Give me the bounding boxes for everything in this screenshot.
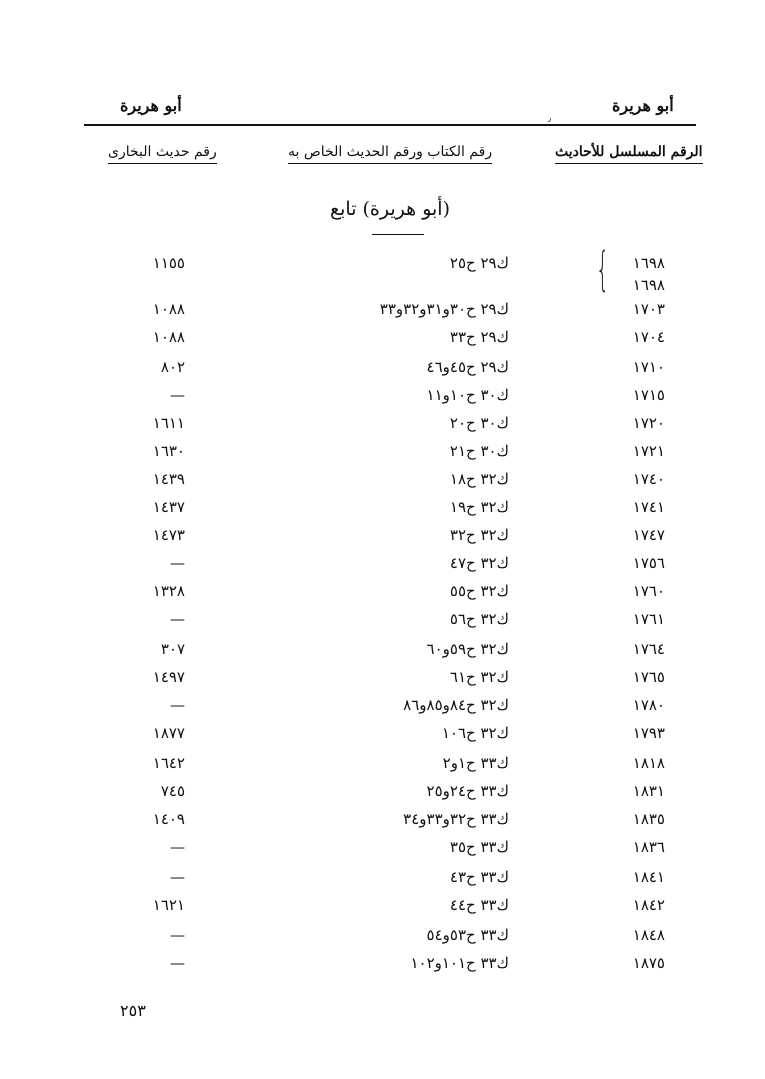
row-bukhari-number: ١٠٨٨ <box>152 328 185 346</box>
row-bukhari-number: ١١٥٥ <box>152 254 185 272</box>
section-rule <box>372 234 424 235</box>
row-book-hadith-ref: ك٣٢ ح٥٦ <box>449 610 509 628</box>
row-book-hadith-ref: ك٣٢ ح٤٧ <box>449 554 509 572</box>
column-header-book-hadith: رقم الكتاب ورقم الحديث الخاص به <box>288 144 492 164</box>
row-serial-number: ١٨٣١ <box>632 782 665 800</box>
row-bukhari-number: — <box>170 386 185 404</box>
row-book-hadith-ref: ك٣٣ ح٤٣ <box>449 868 509 886</box>
column-header-serial: الرقم المسلسل للأحاديث <box>555 144 703 164</box>
row-serial-number: ١٨١٨ <box>632 754 665 772</box>
row-book-hadith-ref: ك٣٣ ح١و٢ <box>442 754 509 772</box>
row-serial-number: ١٧٤١ <box>632 498 665 516</box>
row-book-hadith-ref: ك٣٢ ح١٩ <box>449 498 509 516</box>
column-header-bukhari: رقم حديث البخارى <box>108 144 217 164</box>
row-serial-number: ١٧٤٠ <box>632 470 665 488</box>
row-book-hadith-ref: ك٣٣ ح٥٣و٥٤ <box>426 926 509 944</box>
row-bukhari-number: ٣٠٧ <box>160 640 185 658</box>
row-serial-number: ١٦٩٨ <box>632 254 665 272</box>
row-bukhari-number: ١٦٤٢ <box>152 754 185 772</box>
row-book-hadith-ref: ك٢٩ ح٤٥و٤٦ <box>426 358 509 376</box>
row-book-hadith-ref: ك٣٢ ح٨٤و٨٥و٨٦ <box>403 696 509 714</box>
stray-mark: ٫ <box>548 113 552 124</box>
row-bukhari-number: ٧٤٥ <box>160 782 185 800</box>
row-serial-number: ١٨٧٥ <box>632 954 665 972</box>
row-book-hadith-ref: ك٣٢ ح٥٥ <box>449 582 509 600</box>
row-serial-number: ١٧٦٠ <box>632 582 665 600</box>
row-bukhari-number: ١٤٠٩ <box>152 810 185 828</box>
row-serial-number: ١٧١٥ <box>632 386 665 404</box>
brace-glyph: { <box>596 242 610 296</box>
row-serial-number: ١٧٦١ <box>632 610 665 628</box>
row-serial-number: ١٨٤١ <box>632 868 665 886</box>
row-book-hadith-ref: ك٢٩ ح٣٣ <box>449 328 509 346</box>
row-serial-number: ١٨٤٢ <box>632 896 665 914</box>
row-serial-number: ١٧٩٣ <box>632 724 665 742</box>
row-bukhari-number: ١٤٩٧ <box>152 668 185 686</box>
row-book-hadith-ref: ك٣٣ ح٣٢و٣٣و٣٤ <box>403 810 509 828</box>
row-bukhari-number: — <box>170 838 185 856</box>
row-bukhari-number: — <box>170 954 185 972</box>
row-serial-number: ١٨٤٨ <box>632 926 665 944</box>
row-bukhari-number: ٨٠٢ <box>160 358 185 376</box>
row-bukhari-number: — <box>170 610 185 628</box>
row-serial-number: ١٧٦٥ <box>632 668 665 686</box>
row-bukhari-number: ١٣٢٨ <box>152 582 185 600</box>
section-title: (أبو هريرة) تابع <box>330 198 450 220</box>
row-book-hadith-ref: ك٣٢ ح١٠٦ <box>441 724 509 742</box>
row-bukhari-number: ١٦٢١ <box>152 896 185 914</box>
row-serial-number: ١٧٥٦ <box>632 554 665 572</box>
row-bukhari-number: — <box>170 554 185 572</box>
row-bukhari-number: ١٦١١ <box>152 414 185 432</box>
row-book-hadith-ref: ك٣٣ ح٢٤و٢٥ <box>426 782 509 800</box>
header-rule <box>84 124 696 126</box>
row-book-hadith-ref: ك٣٠ ح٢٠ <box>449 414 509 432</box>
row-book-hadith-ref: ك٢٩ ح٣٠و٣١و٣٢و٣٣ <box>379 300 509 318</box>
row-bukhari-number: ١٤٣٩ <box>152 470 185 488</box>
row-bukhari-number: — <box>170 696 185 714</box>
row-bukhari-number: ١٦٣٠ <box>152 442 185 460</box>
row-bukhari-number: ١٠٨٨ <box>152 300 185 318</box>
row-book-hadith-ref: ك٣٠ ح١٠و١١ <box>426 386 509 404</box>
row-book-hadith-ref: ك٣٣ ح١٠١و١٠٢ <box>410 954 509 972</box>
row-bukhari-number: ١٨٧٧ <box>152 724 185 742</box>
running-head-left: أبو هريرة <box>120 96 182 115</box>
row-serial-number: ١٧٢١ <box>632 442 665 460</box>
page-number: ٢٥٣ <box>120 1001 146 1020</box>
row-book-hadith-ref: ك٣٣ ح٤٤ <box>449 896 509 914</box>
row-serial-number: ١٦٩٨ <box>632 276 665 294</box>
row-serial-number: ١٧٠٤ <box>632 328 665 346</box>
row-book-hadith-ref: ك٢٩ ح٢٥ <box>449 254 509 272</box>
row-bukhari-number: — <box>170 868 185 886</box>
row-book-hadith-ref: ك٣٢ ح١٨ <box>449 470 509 488</box>
row-serial-number: ١٧١٠ <box>632 358 665 376</box>
row-serial-number: ١٧٦٤ <box>632 640 665 658</box>
row-serial-number: ١٨٣٦ <box>632 838 665 856</box>
row-serial-number: ١٨٣٥ <box>632 810 665 828</box>
row-bukhari-number: — <box>170 926 185 944</box>
row-book-hadith-ref: ك٣٢ ح٥٩و٦٠ <box>426 640 509 658</box>
row-book-hadith-ref: ك٣٢ ح٦١ <box>449 668 509 686</box>
row-serial-number: ١٧٠٣ <box>632 300 665 318</box>
row-serial-number: ١٧٤٧ <box>632 526 665 544</box>
row-bukhari-number: ١٤٣٧ <box>152 498 185 516</box>
row-book-hadith-ref: ك٣٢ ح٣٢ <box>449 526 509 544</box>
row-bukhari-number: ١٤٧٣ <box>152 526 185 544</box>
row-serial-number: ١٧٨٠ <box>632 696 665 714</box>
row-book-hadith-ref: ك٣٠ ح٢١ <box>449 442 509 460</box>
row-serial-number: ١٧٢٠ <box>632 414 665 432</box>
row-book-hadith-ref: ك٣٣ ح٣٥ <box>449 838 509 856</box>
running-head-right: أبو هريرة <box>612 96 674 115</box>
